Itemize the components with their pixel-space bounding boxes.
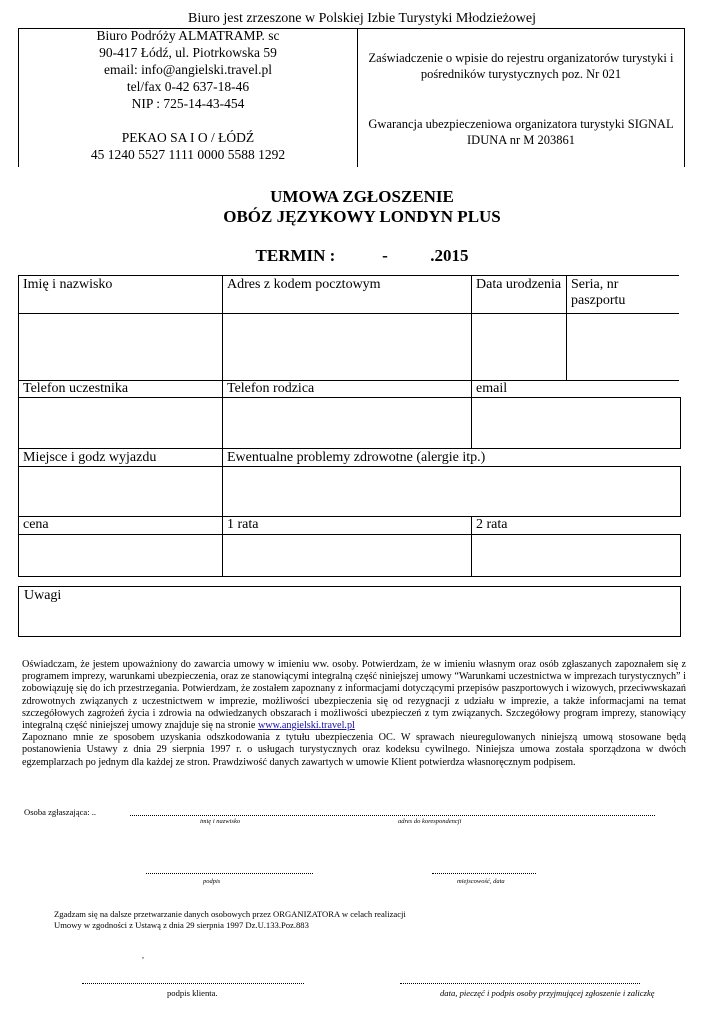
table-line	[680, 466, 681, 516]
client-signature-line[interactable]	[82, 983, 304, 984]
bank-name: PEKAO SA I O / ŁÓDŹ	[121, 130, 255, 145]
parent-phone-label: Telefon rodzica	[227, 381, 315, 396]
signature-line[interactable]	[146, 873, 313, 874]
association-header: Biuro jest zrzeszone w Polskiej Izbie Turystyki Młodzieżowej	[188, 11, 536, 26]
student-phone-label: Telefon uczestnika	[23, 381, 129, 396]
company-address: 90-417 Łódź, ul. Piotrkowska 59	[99, 45, 277, 60]
health-label: Ewentualne problemy zdrowotne (alergie itp.)	[227, 450, 486, 465]
bank-account: 45 1240 5527 1111 0000 5588 1292	[90, 147, 286, 162]
company-phone: tel/fax 0-42 637-18-46	[126, 79, 250, 94]
organizer-signature-caption: data, pieczęć i podpis osoby przyjmującej zgłoszenie i zaliczkę	[440, 988, 655, 998]
dob-label: Data urodzenia	[476, 277, 562, 292]
place-date-line[interactable]	[432, 873, 536, 874]
term-dates: TERMIN : - .2015	[255, 246, 469, 265]
declaration-text	[22, 659, 686, 769]
rate2-label: 2 rata	[476, 517, 508, 532]
email-field[interactable]	[472, 398, 680, 448]
table-line	[18, 576, 681, 577]
consent-line2: Umowy w zgodności z Ustawą z dnia 29 sierpnia 1997 Dz.U.133.Poz.883	[54, 920, 309, 930]
stray-mark: ,	[142, 951, 144, 960]
registry-info: Zaświadczenie o wpisie do rejestru organizatorów turystyki i pośredników turystycznych poz. Nr 021	[368, 51, 674, 81]
notes-label: Uwagi	[24, 588, 62, 603]
company-info	[19, 27, 357, 163]
email-label: email	[476, 381, 508, 396]
departure-label: Miejsce i godz wyjazdu	[23, 450, 157, 465]
header-divider	[357, 28, 358, 167]
price-field[interactable]	[19, 535, 222, 576]
address-label: Adres z kodem pocztowym	[227, 277, 381, 292]
table-line	[680, 397, 681, 448]
company-email: email: info@angielski.travel.pl	[103, 62, 272, 77]
name-label: Imię i nazwisko	[23, 277, 113, 292]
place-date-caption: miejscowość, data	[457, 878, 505, 885]
company-nip: NIP : 725-14-43-454	[131, 96, 245, 111]
dob-field[interactable]	[472, 314, 566, 380]
name-field[interactable]	[19, 314, 222, 380]
declaration-part1: Oświadczam, że jestem upoważniony do zawarcia umowy w imieniu ww. osoby. Potwierdzam, że w imieniu własnym oraz osób zgłaszanych zapoznałem się z programem imprezy, warunkami ubezpieczenia, oraz ze stanowiącymi integralną część niniejszej umowy “Warunkami uczestnictwa w imprezach turystycznych” i zobowiązuję się do ich przestrzegania. Potwierdzam, że zostałem zapoznany z informacjami dotyczącymi przepisów paszportowych i wizowych, przeciwwskazań zdrowotnych związanych z uczestnictwem w imprezie, możliwości ubezpieczenia się od rezygnacji z udziału w imprezie, a także informacjami na temat szczegółowych zagrożeń życia i zdrowia na odwiedzanych obszarach i możliwości ubezpieczeń z tym związanych. Szczegółowy program imprezy, stanowiący integralną część niniejszej umowy znajduje się na stronie	[22, 659, 686, 732]
company-name: Biuro Podróży ALMATRAMP. sc	[96, 28, 280, 43]
applicant-label: Osoba zgłaszająca: ..	[24, 807, 97, 817]
table-line	[680, 534, 681, 576]
passport-label: Seria, nr paszportu	[571, 277, 626, 308]
applicant-line[interactable]	[130, 815, 655, 816]
rate1-field[interactable]	[223, 535, 471, 576]
signature-caption: podpis	[203, 878, 221, 885]
address-field[interactable]	[223, 314, 471, 380]
passport-field[interactable]	[567, 314, 679, 380]
name-caption: imię i nazwisko	[200, 818, 241, 825]
health-field[interactable]	[223, 467, 680, 516]
declaration-part2: Zapoznano mnie ze sposobem uzyskania odszkodowania z tytułu ubezpieczenia OC. W sprawach nieuregulowanych niniejszą umową stosowane będą postanowienia Ustawy z dnia 29 sierpnia 1997 r. o usługach turystycznych oraz kodeksu cywilnego. Niniejsza umowa została sporządzona w dwóch egzemplarzach po jednym dla każdej ze stron. Prawdziwość danych zawartych w umowie Klient potwierdza własnoręcznym podpisem.	[22, 732, 686, 768]
table-line	[18, 275, 679, 276]
document-title: UMOWA ZGŁOSZENIE	[270, 187, 454, 206]
website-link[interactable]: www.angielski.travel.pl	[257, 720, 355, 732]
price-label: cena	[23, 517, 49, 532]
table-line	[18, 516, 681, 517]
consent-line1: Zgadzam się na dalsze przetwarzanie danych osobowych przez ORGANIZATORA w celach realizacji	[54, 909, 406, 919]
organizer-signature-line[interactable]	[400, 983, 640, 984]
departure-field[interactable]	[19, 467, 222, 516]
camp-title: OBÓZ JĘZYKOWY LONDYN PLUS	[223, 207, 501, 226]
client-signature-caption: podpis klienta.	[167, 988, 218, 998]
parent-phone-field[interactable]	[223, 398, 471, 448]
table-line	[18, 448, 681, 449]
student-phone-field[interactable]	[19, 398, 222, 448]
address-caption: adres do korespondencji	[398, 818, 462, 825]
guarantee-info: Gwarancja ubezpieczeniowa organizatora turystyki SIGNAL IDUNA nr M 203861	[368, 117, 674, 147]
rate2-field[interactable]	[472, 535, 680, 576]
notes-field[interactable]	[18, 586, 681, 637]
rate1-label: 1 rata	[227, 517, 259, 532]
header-right-border	[684, 28, 685, 167]
